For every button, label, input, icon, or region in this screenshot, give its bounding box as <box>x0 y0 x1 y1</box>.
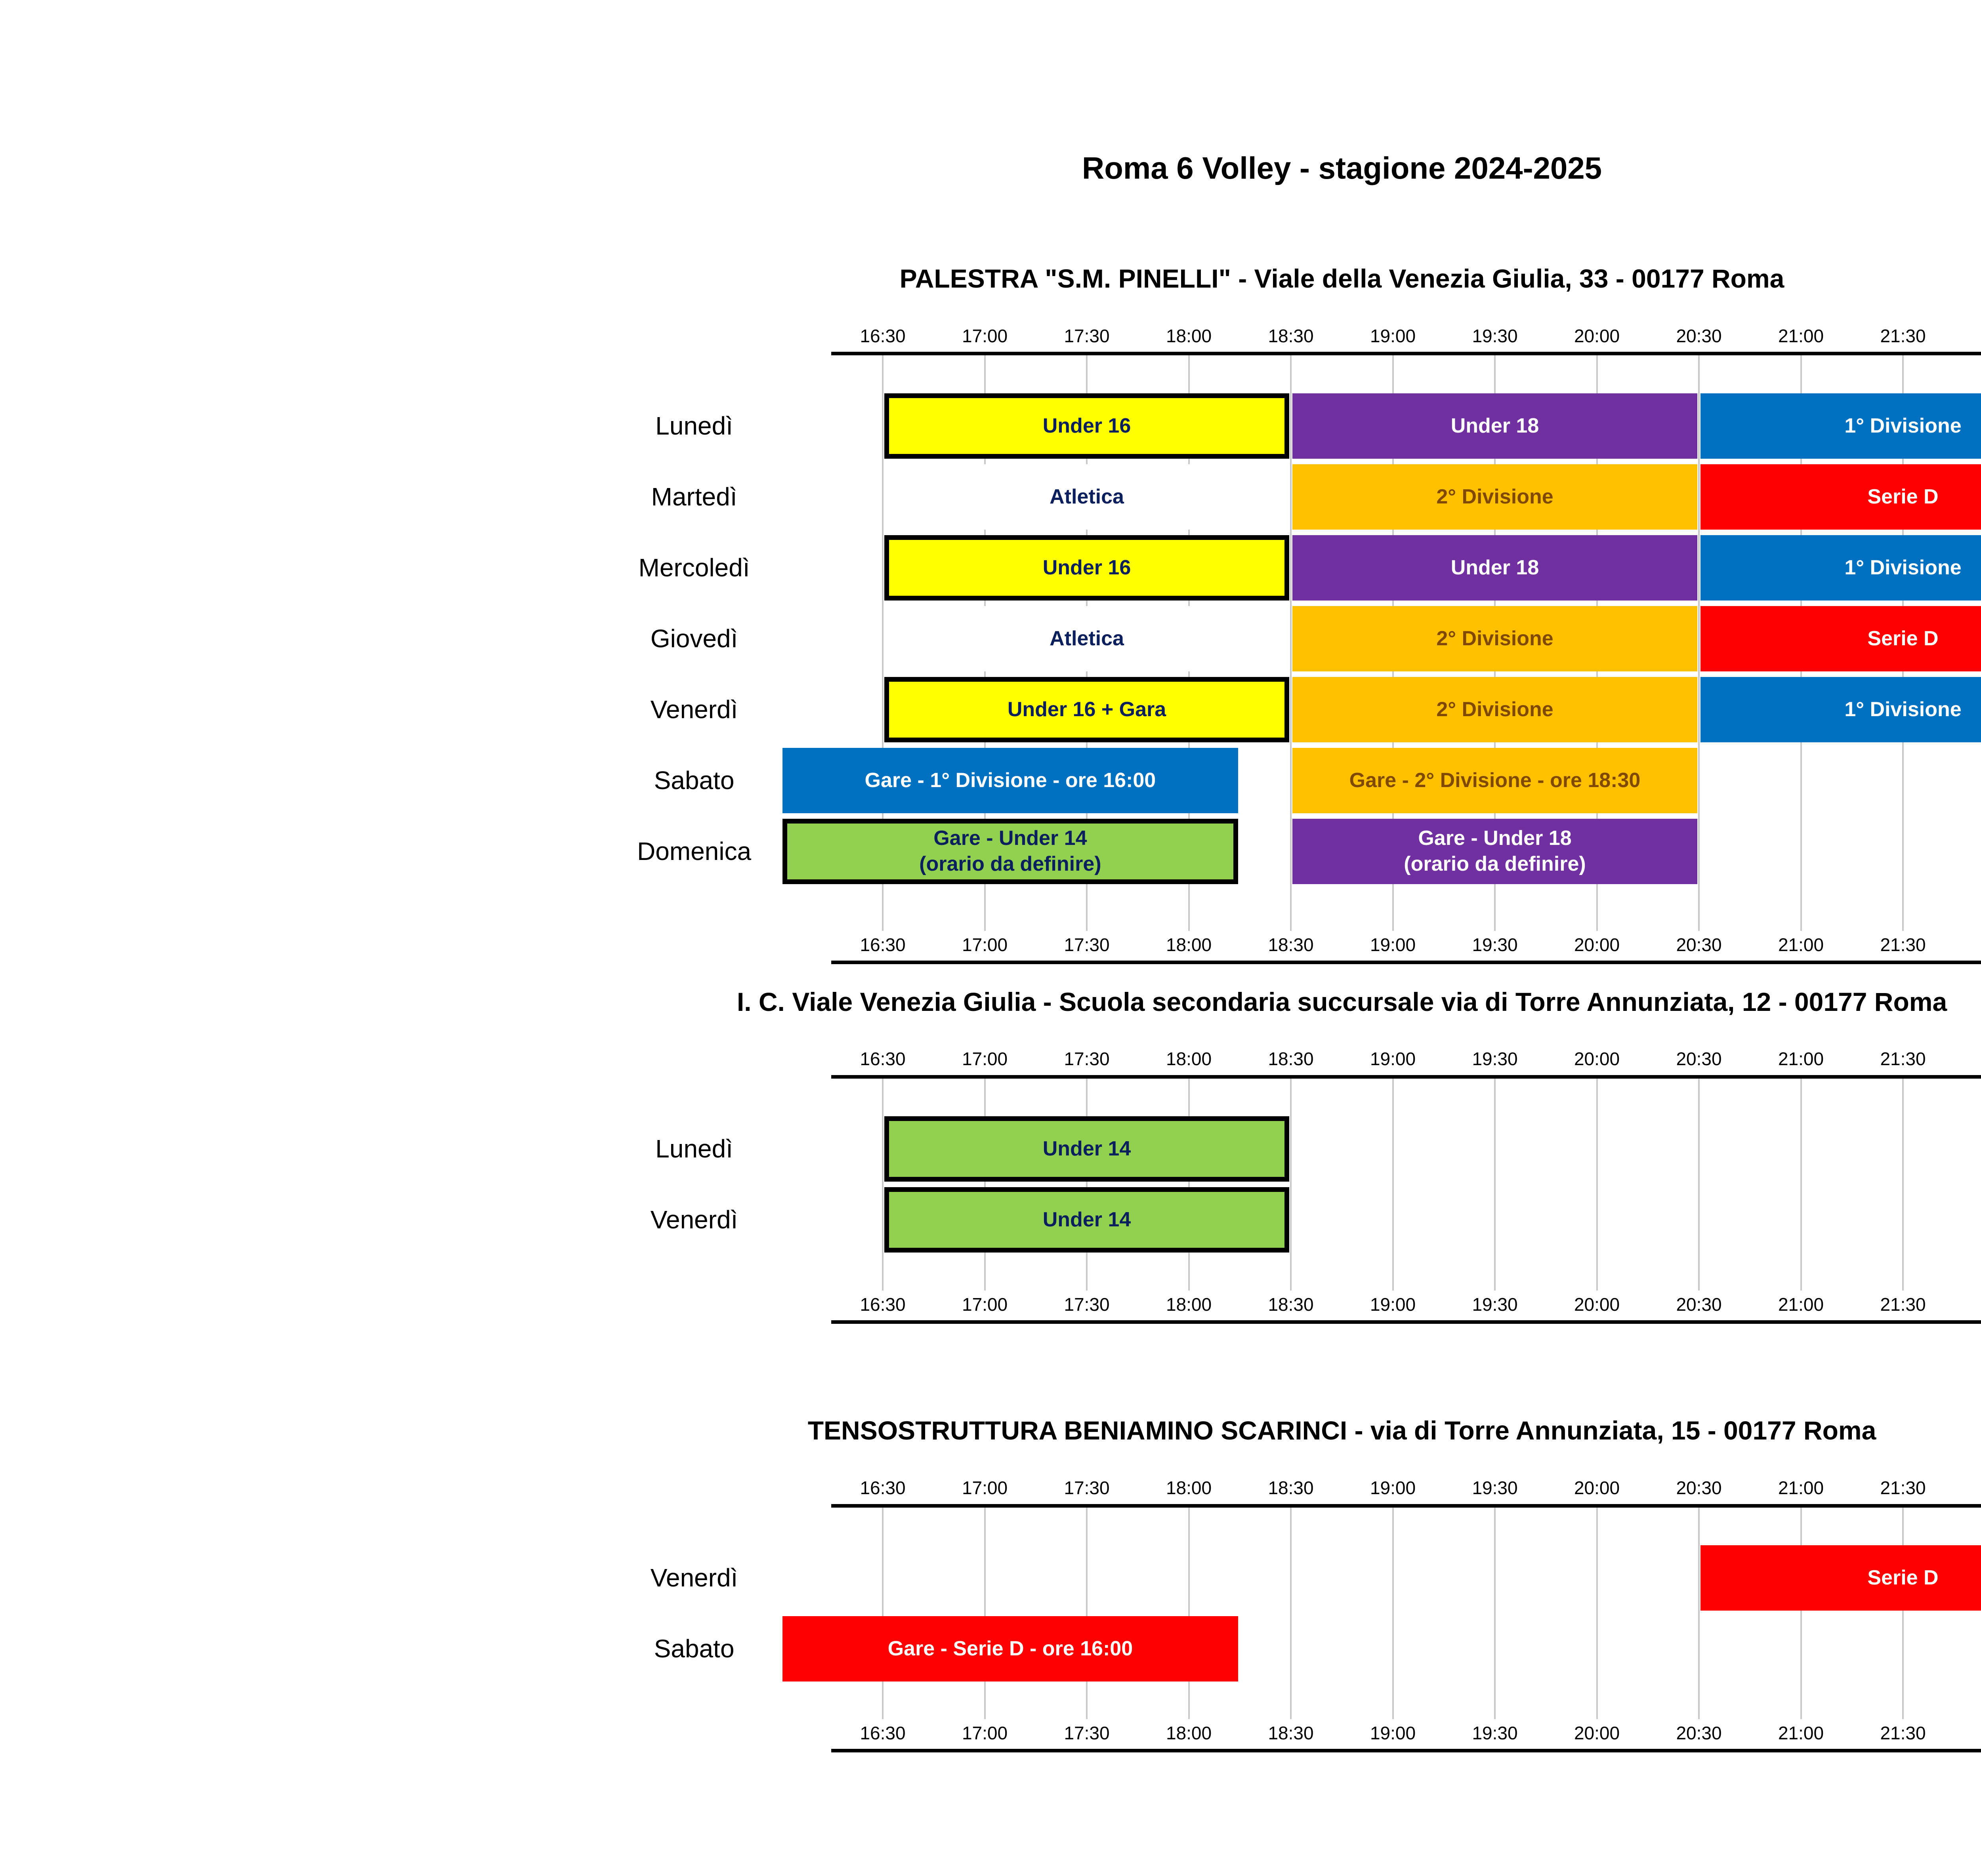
time-tick-top: 20:00 <box>1574 326 1620 346</box>
grid-line <box>1596 1508 1598 1719</box>
time-tick-bottom: 19:00 <box>1370 934 1416 955</box>
day-label: Venerdì <box>650 695 738 724</box>
time-tick-top: 16:30 <box>860 326 906 346</box>
grid-line <box>1188 1079 1190 1291</box>
day-label: Venerdì <box>650 1205 738 1234</box>
time-tick-top: 21:30 <box>1880 1478 1926 1498</box>
day-label: Mercoledì <box>638 553 750 582</box>
time-tick-top: 19:00 <box>1370 326 1416 346</box>
day-label: Martedì <box>651 482 737 511</box>
time-tick-top: 19:30 <box>1472 1049 1518 1069</box>
day-label: Domenica <box>637 837 752 866</box>
time-tick-top: 18:30 <box>1268 1049 1314 1069</box>
grid-line <box>984 1508 986 1719</box>
time-tick-bottom: 18:00 <box>1166 934 1212 955</box>
time-tick-bottom: 16:30 <box>860 1294 906 1315</box>
schedule-block: Gare - Serie D - ore 16:00 <box>782 1616 1239 1682</box>
time-tick-bottom: 21:30 <box>1880 1294 1926 1315</box>
grid-line <box>1290 1079 1292 1291</box>
grid-line <box>1494 1508 1496 1719</box>
grid-line <box>1392 1079 1394 1291</box>
time-tick-bottom: 20:00 <box>1574 934 1620 955</box>
time-tick-bottom: 21:00 <box>1778 1723 1824 1743</box>
schedule-block: 2° Divisione <box>1292 677 1697 742</box>
time-tick-bottom: 20:00 <box>1574 1723 1620 1743</box>
time-tick-top: 19:00 <box>1370 1049 1416 1069</box>
day-label: Venerdì <box>650 1563 738 1592</box>
schedule-block: Under 16 <box>884 393 1289 459</box>
page-title: Roma 6 Volley - stagione 2024-2025 <box>1082 151 1602 185</box>
time-tick-bottom: 19:00 <box>1370 1723 1416 1743</box>
schedule-block: Gare - Under 18 (orario da definire) <box>1292 819 1697 884</box>
grid-line <box>1698 1508 1700 1719</box>
schedule-block: Under 18 <box>1292 535 1697 601</box>
section-title: TENSOSTRUTTURA BENIAMINO SCARINCI - via di Torre Annunziata, 15 - 00177 Roma <box>807 1416 1876 1445</box>
time-tick-top: 18:00 <box>1166 1478 1212 1498</box>
schedule-block: Gare - Under 14 (orario da definire) <box>782 819 1239 884</box>
time-tick-bottom: 18:00 <box>1166 1723 1212 1743</box>
time-tick-top: 18:00 <box>1166 1049 1212 1069</box>
schedule-block: Atletica <box>884 606 1289 671</box>
day-label: Lunedì <box>655 1134 733 1163</box>
time-tick-top: 20:30 <box>1676 326 1722 346</box>
time-axis-bottom <box>831 1749 1981 1752</box>
time-tick-top: 20:30 <box>1676 1049 1722 1069</box>
time-tick-bottom: 18:30 <box>1268 1723 1314 1743</box>
time-axis-top <box>831 352 1981 355</box>
time-tick-top: 18:30 <box>1268 1478 1314 1498</box>
time-tick-top: 16:30 <box>860 1049 906 1069</box>
grid-line <box>1290 1508 1292 1719</box>
time-tick-top: 17:30 <box>1064 1478 1110 1498</box>
grid-line <box>1290 355 1292 931</box>
grid-line <box>1800 1508 1802 1719</box>
grid-line <box>882 1079 884 1291</box>
schedule-block: Under 16 + Gara <box>884 677 1289 742</box>
grid-line <box>1188 1508 1190 1719</box>
time-tick-top: 18:30 <box>1268 326 1314 346</box>
day-label: Giovedì <box>650 624 738 653</box>
schedule-block: Under 14 <box>884 1187 1289 1253</box>
time-tick-bottom: 17:00 <box>962 1723 1008 1743</box>
time-tick-top: 20:00 <box>1574 1478 1620 1498</box>
section-title: I. C. Viale Venezia Giulia - Scuola secondaria succursale via di Torre Annunziata, 12 - 00177 Roma <box>737 987 1947 1016</box>
time-tick-bottom: 19:00 <box>1370 1294 1416 1315</box>
time-tick-bottom: 20:30 <box>1676 1723 1722 1743</box>
time-tick-top: 21:00 <box>1778 1478 1824 1498</box>
schedule-block: 1° Divisione <box>1700 677 1981 742</box>
time-axis-bottom <box>831 1320 1981 1324</box>
section-title: PALESTRA "S.M. PINELLI" - Viale della Venezia Giulia, 33 - 00177 Roma <box>899 264 1784 293</box>
time-tick-bottom: 18:00 <box>1166 1294 1212 1315</box>
schedule-block: Atletica <box>884 464 1289 530</box>
schedule-block: Under 18 <box>1292 393 1697 459</box>
time-axis-top <box>831 1504 1981 1508</box>
time-tick-bottom: 17:00 <box>962 934 1008 955</box>
day-label: Sabato <box>654 766 735 795</box>
schedule-block: Serie D <box>1700 606 1981 671</box>
time-tick-bottom: 16:30 <box>860 934 906 955</box>
time-tick-bottom: 21:30 <box>1880 934 1926 955</box>
time-tick-top: 16:30 <box>860 1478 906 1498</box>
schedule-block: 2° Divisione <box>1292 606 1697 671</box>
time-tick-bottom: 20:30 <box>1676 934 1722 955</box>
time-tick-bottom: 21:30 <box>1880 1723 1926 1743</box>
schedule-block: 2° Divisione <box>1292 464 1697 530</box>
time-tick-bottom: 19:30 <box>1472 1723 1518 1743</box>
time-tick-bottom: 18:30 <box>1268 1294 1314 1315</box>
time-tick-top: 17:00 <box>962 1049 1008 1069</box>
time-tick-top: 18:00 <box>1166 326 1212 346</box>
time-tick-bottom: 21:00 <box>1778 934 1824 955</box>
schedule-block: Serie D <box>1700 1545 1981 1611</box>
time-tick-bottom: 16:30 <box>860 1723 906 1743</box>
schedule-block: Gare - 1° Divisione - ore 16:00 <box>782 748 1239 813</box>
time-axis-bottom <box>831 961 1981 964</box>
schedule-block: Under 16 <box>884 535 1289 601</box>
time-tick-bottom: 21:00 <box>1778 1294 1824 1315</box>
time-tick-top: 20:30 <box>1676 1478 1722 1498</box>
grid-line <box>1698 1079 1700 1291</box>
grid-line <box>1800 1079 1802 1291</box>
time-tick-bottom: 17:00 <box>962 1294 1008 1315</box>
grid-line <box>1596 1079 1598 1291</box>
time-tick-top: 19:00 <box>1370 1478 1416 1498</box>
grid-line <box>1086 1508 1088 1719</box>
time-tick-bottom: 17:30 <box>1064 1294 1110 1315</box>
time-tick-top: 21:00 <box>1778 1049 1824 1069</box>
time-tick-top: 17:30 <box>1064 326 1110 346</box>
time-tick-top: 21:00 <box>1778 326 1824 346</box>
time-tick-top: 17:00 <box>962 1478 1008 1498</box>
day-label: Sabato <box>654 1634 735 1663</box>
grid-line <box>1494 1079 1496 1291</box>
time-tick-top: 17:00 <box>962 326 1008 346</box>
schedule-block: 1° Divisione <box>1700 393 1981 459</box>
grid-line <box>1698 355 1700 931</box>
grid-line <box>1086 1079 1088 1291</box>
grid-line <box>1902 1508 1904 1719</box>
time-tick-top: 17:30 <box>1064 1049 1110 1069</box>
grid-line <box>984 1079 986 1291</box>
schedule-block: Under 14 <box>884 1116 1289 1182</box>
time-tick-bottom: 19:30 <box>1472 1294 1518 1315</box>
time-tick-top: 19:30 <box>1472 326 1518 346</box>
time-tick-top: 21:30 <box>1880 326 1926 346</box>
schedule-block: 1° Divisione <box>1700 535 1981 601</box>
time-tick-bottom: 19:30 <box>1472 934 1518 955</box>
time-tick-top: 20:00 <box>1574 1049 1620 1069</box>
time-tick-bottom: 20:30 <box>1676 1294 1722 1315</box>
day-label: Lunedì <box>655 412 733 440</box>
time-tick-top: 21:30 <box>1880 1049 1926 1069</box>
grid-line <box>882 1508 884 1719</box>
grid-line <box>1902 1079 1904 1291</box>
time-tick-bottom: 20:00 <box>1574 1294 1620 1315</box>
grid-line <box>1392 1508 1394 1719</box>
time-tick-bottom: 18:30 <box>1268 934 1314 955</box>
time-tick-bottom: 17:30 <box>1064 934 1110 955</box>
schedule-block: Gare - 2° Divisione - ore 18:30 <box>1292 748 1697 813</box>
schedule-block: Serie D <box>1700 464 1981 530</box>
time-tick-bottom: 17:30 <box>1064 1723 1110 1743</box>
time-axis-top <box>831 1075 1981 1079</box>
time-tick-top: 19:30 <box>1472 1478 1518 1498</box>
